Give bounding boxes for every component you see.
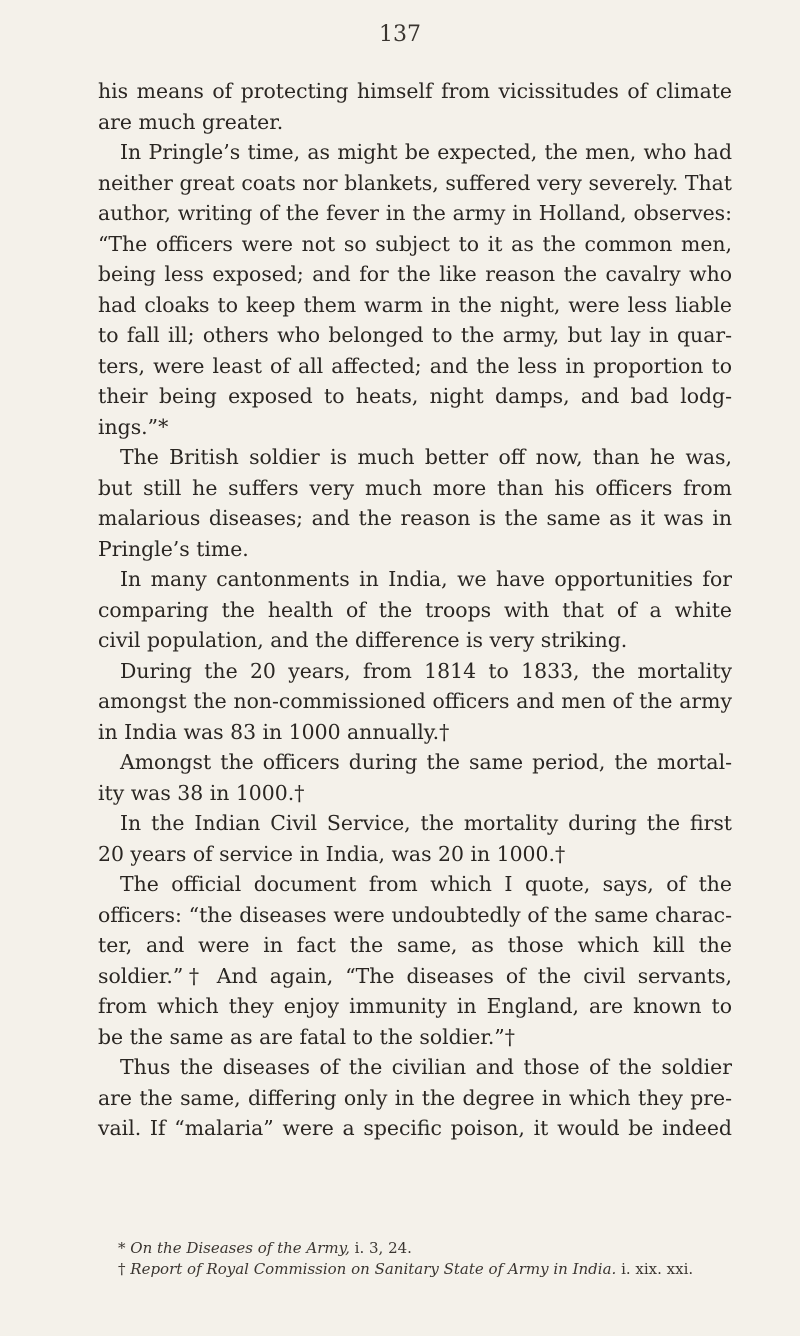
text-line: being less exposed; and for the like reason the cavalry who <box>98 262 732 286</box>
text-line: civil population, and the difference is very striking. <box>98 628 628 652</box>
text-line: amongst the non-commissioned officers and men of the army <box>98 689 732 713</box>
text-line: ings.”* <box>98 414 169 439</box>
text-line: neither great coats nor blankets, suffered very severely. That <box>98 170 732 195</box>
text-line: The official document from which I quote, says, of the <box>120 872 732 896</box>
footnote-ref: i. xix. xxi. <box>621 1260 694 1278</box>
text-line: Pringle’s time. <box>98 536 249 561</box>
text-line: Thus the diseases of the civilian and those of the soldier <box>120 1055 732 1079</box>
footnote-title: Report of Royal Commission on Sanitary State of Army in India. <box>130 1260 617 1278</box>
footnote-mark: * <box>118 1239 126 1257</box>
footnote-ref: i. 3, 24. <box>354 1239 412 1257</box>
body-text <box>98 76 732 1144</box>
text-line: In Pringle’s time, as might be expected, the men, who had <box>120 140 732 164</box>
footnote-title: On the Diseases of the Army, <box>130 1239 350 1257</box>
text-line: vail. If “malaria” were a specific poison, it would be indeed <box>98 1116 732 1140</box>
footnote <box>118 1238 718 1259</box>
text-line: officers: “the diseases were undoubtedly of the same charac- <box>98 902 732 927</box>
text-line: his means of protecting himself from vicissitudes of climate <box>98 79 732 103</box>
text-line: are the same, differing only in the degree in which they pre- <box>98 1085 732 1110</box>
page-number: 137 <box>379 22 421 47</box>
text-line: During the 20 years, from 1814 to 1833, the mortality <box>120 658 732 683</box>
text-line: had cloaks to keep them warm in the night, were less liable <box>98 292 732 317</box>
text-line: in India was 83 in 1000 annually.† <box>98 719 450 744</box>
text-line: to fall ill; others who belonged to the army, but lay in quar- <box>98 323 732 347</box>
footnote <box>118 1259 718 1280</box>
text-line: are much greater. <box>98 109 284 134</box>
text-line: In the Indian Civil Service, the mortality during the first <box>120 811 732 835</box>
text-line: malarious diseases; and the reason is the same as it was in <box>98 506 732 530</box>
footnote-mark: † <box>118 1260 126 1278</box>
footnotes <box>118 1238 718 1280</box>
text-line: soldier.”† And again, “The diseases of the civil servants, <box>98 963 732 988</box>
text-line: ter, and were in fact the same, as those which kill the <box>98 933 732 957</box>
text-line: ity was 38 in 1000.† <box>98 780 305 805</box>
text-line: but still he suffers very much more than his officers from <box>98 475 732 500</box>
text-line: The British soldier is much better off now, than he was, <box>120 445 732 469</box>
text-line: comparing the health of the troops with that of a white <box>98 597 732 622</box>
text-line: 20 years of service in India, was 20 in 1000.† <box>98 841 566 866</box>
text-line: “The officers were not so subject to it as the common men, <box>98 231 732 256</box>
text-line: Amongst the officers during the same period, the mortal- <box>120 750 732 774</box>
text-line: In many cantonments in India, we have opportunities for <box>120 567 732 591</box>
text-line: from which they enjoy immunity in England, are known to <box>98 994 732 1018</box>
text-line: ters, were least of all affected; and the less in proportion to <box>98 353 732 378</box>
text-line: author, writing of the fever in the army in Holland, observes: <box>98 201 732 225</box>
text-line: be the same as are fatal to the soldier.”† <box>98 1024 515 1049</box>
text-line: their being exposed to heats, night damps, and bad lodg- <box>98 384 732 408</box>
